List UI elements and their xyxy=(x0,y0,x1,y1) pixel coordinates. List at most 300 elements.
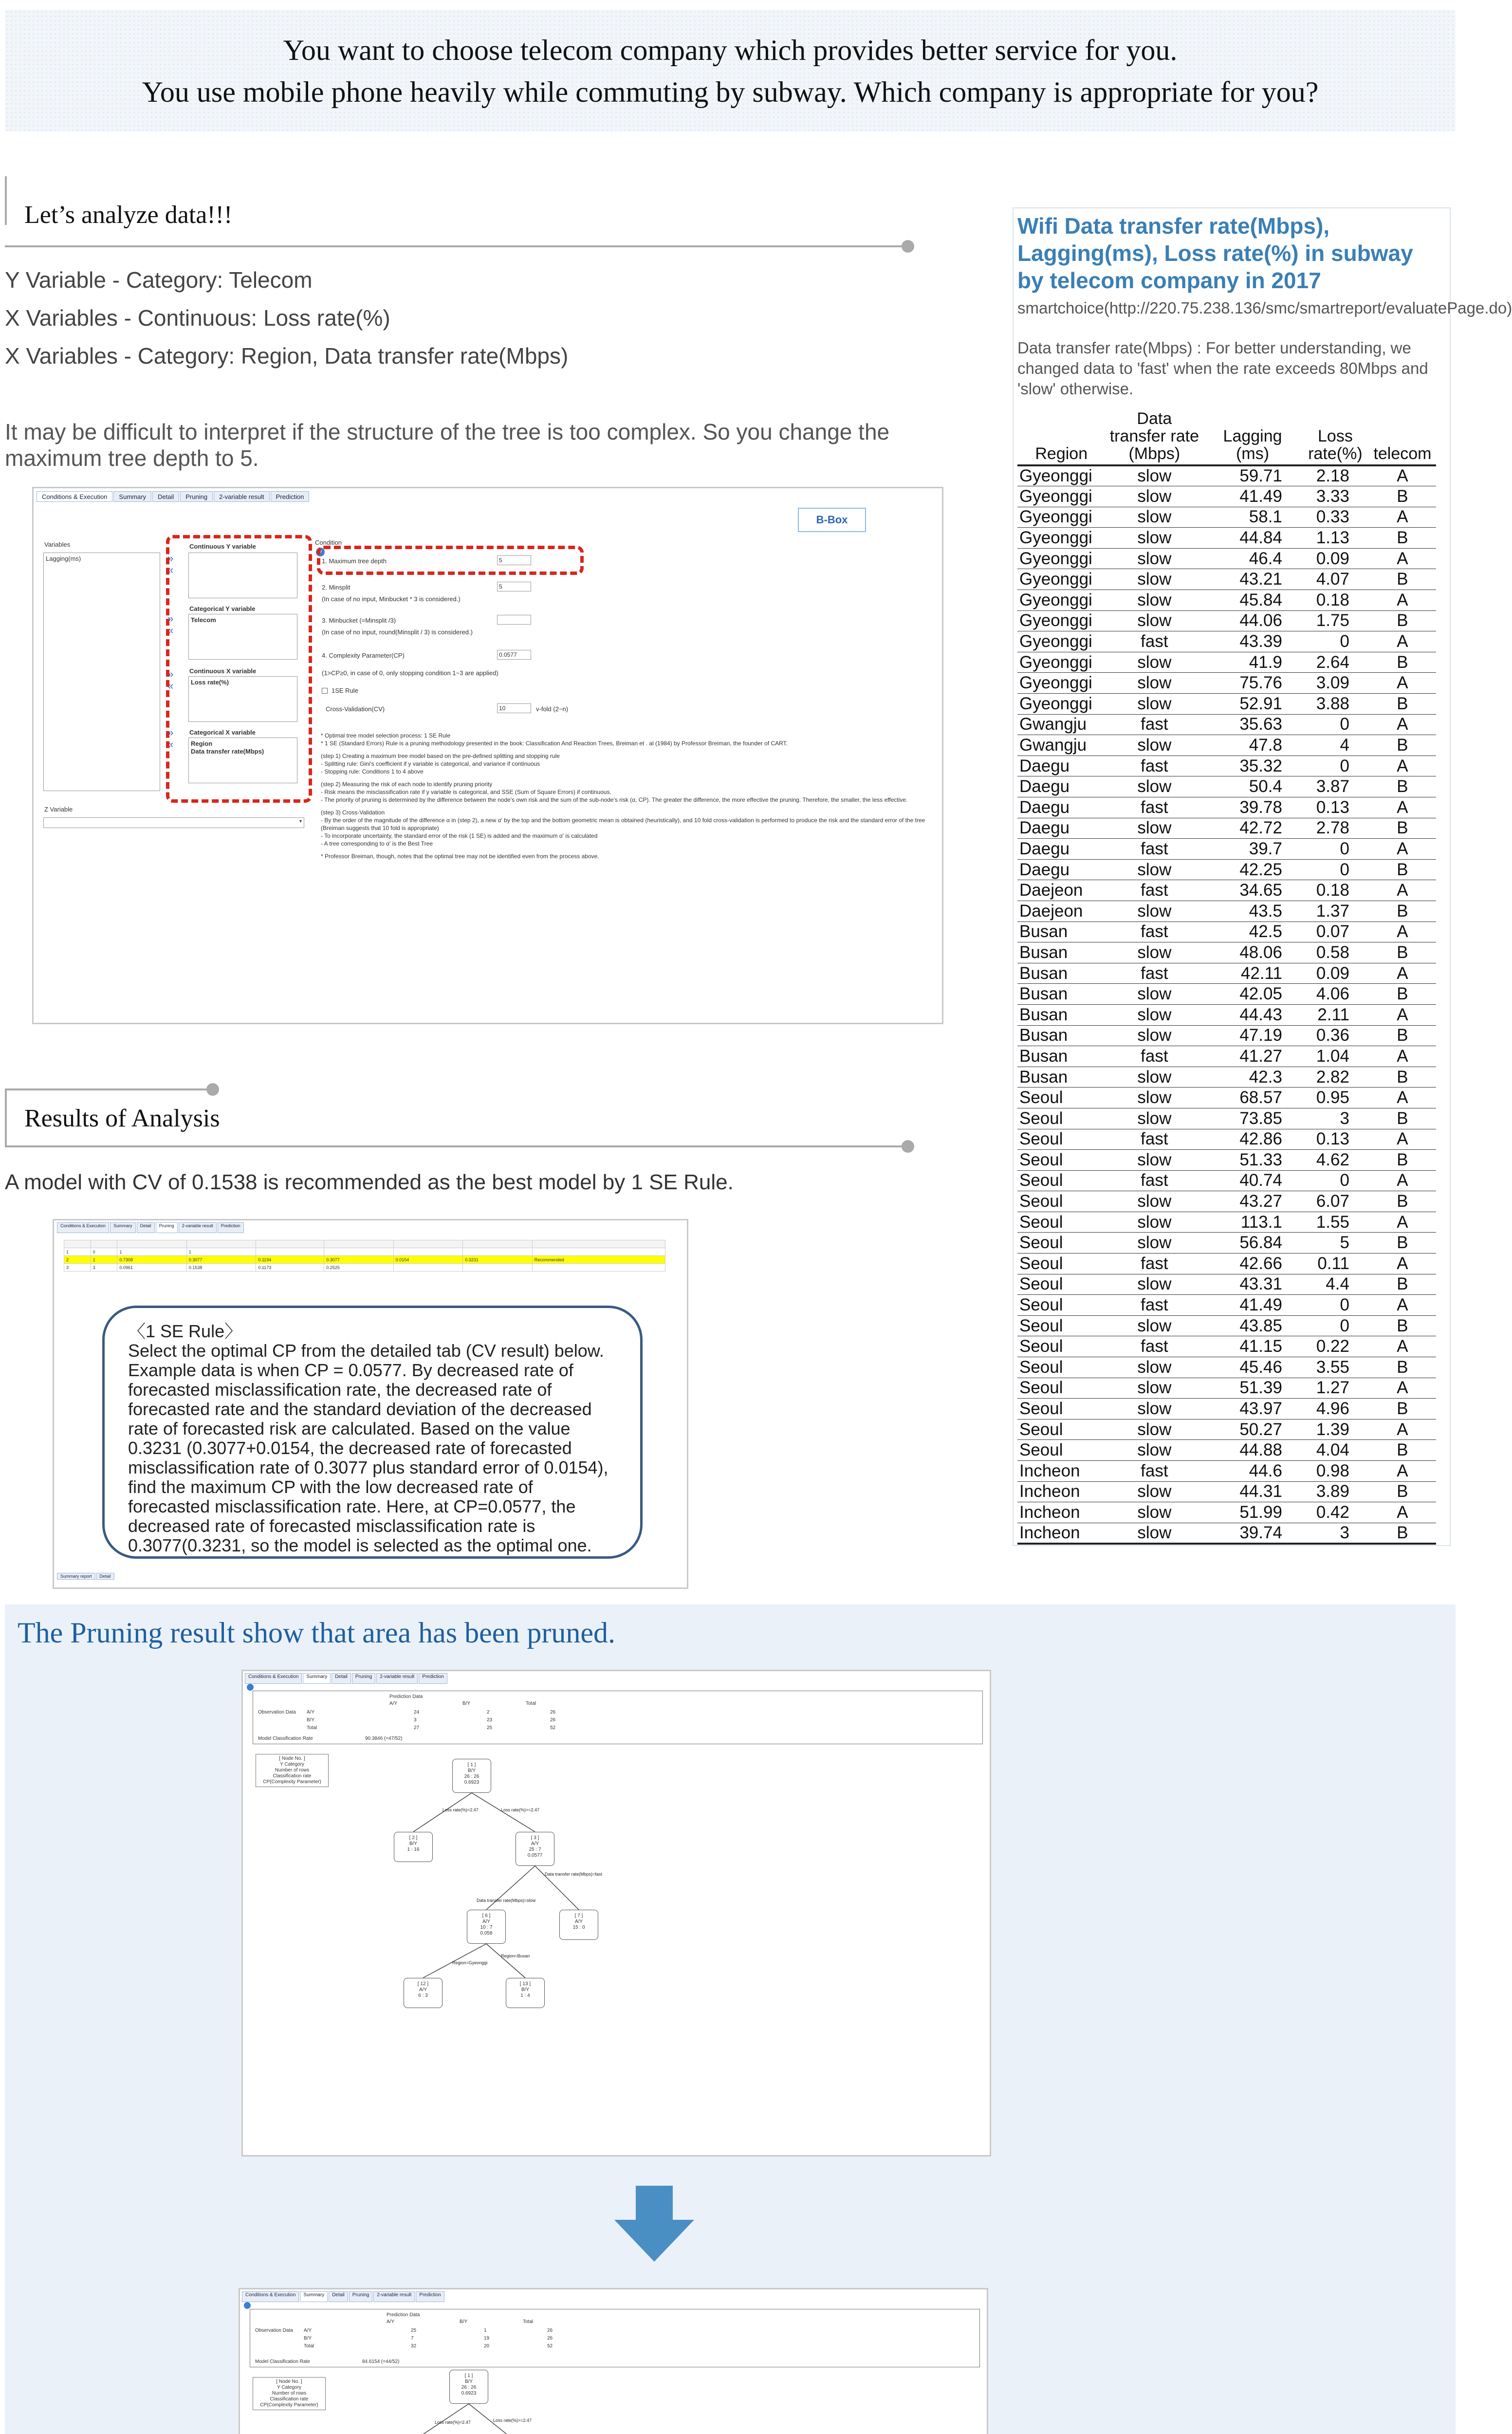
matrix-cell: 2 xyxy=(487,1710,490,1715)
data-cell: Gyeonggi xyxy=(1017,673,1105,694)
condition-label: Condition xyxy=(315,539,342,546)
data-cell: 51.39 xyxy=(1203,1378,1302,1399)
note-line: - To incorporate uncertainty, the standard error of the risk (1 SE) is added and the maximum α' is calculated xyxy=(321,832,598,839)
legend-line: CP(Complexity Parameter) xyxy=(263,1779,321,1785)
data-row xyxy=(1017,839,1436,860)
data-cell: 1.37 xyxy=(1302,901,1369,922)
data-cell: slow xyxy=(1105,1357,1203,1378)
node-line: 26 : 26 xyxy=(464,1774,479,1779)
minsplit-label: 2. Minsplit xyxy=(322,584,350,591)
analyze-paragraph: It may be difficult to interpret if the structure of the tree is too complex. So you change the maximum tree depth to 5. xyxy=(5,419,890,471)
data-cell: 34.65 xyxy=(1203,880,1302,901)
class-rate-label: Model Classification Rate xyxy=(258,1736,313,1741)
data-cell: 47.8 xyxy=(1203,735,1302,756)
data-cell: B xyxy=(1369,1315,1436,1336)
data-row xyxy=(1017,1440,1436,1461)
tree-tab[interactable]: Conditions & Execution xyxy=(245,1673,302,1684)
node-line: 0.6923 xyxy=(461,2391,477,2396)
move-arrows-icon[interactable]: » « xyxy=(167,668,174,692)
cat-x-value: Data transfer rate(Mbps) xyxy=(191,748,264,755)
data-cell: 39.78 xyxy=(1203,797,1302,818)
data-cell: 59.71 xyxy=(1203,465,1302,486)
data-cell: fast xyxy=(1105,631,1203,652)
data-cell: slow xyxy=(1105,1212,1203,1233)
data-cell: B xyxy=(1369,1108,1436,1129)
header-line-1: You want to choose telecom company which provides better service for you. xyxy=(283,34,1178,66)
col-transfer-rate: Data transfer rate (Mbps) xyxy=(1105,410,1203,465)
data-cell: Daegu xyxy=(1017,776,1105,797)
data-cell: slow xyxy=(1105,818,1203,839)
telecom-data-table xyxy=(1017,410,1436,1545)
tree-edge xyxy=(410,2404,469,2434)
data-cell: B xyxy=(1369,942,1436,963)
node-line: A/Y xyxy=(482,1919,491,1924)
cv-cell: 1 xyxy=(186,1248,256,1256)
cv-row[interactable] xyxy=(64,1264,665,1272)
data-cell: fast xyxy=(1105,1046,1203,1067)
data-row xyxy=(1017,1067,1436,1088)
data-cell: A xyxy=(1369,631,1436,652)
cv-cell: 0.1173 xyxy=(256,1264,324,1272)
data-cell: B xyxy=(1369,652,1436,673)
col-loss-rate: Loss rate(%) xyxy=(1302,410,1369,465)
data-cell: 50.27 xyxy=(1203,1419,1302,1440)
data-cell: Daegu xyxy=(1017,818,1105,839)
data-cell: 3 xyxy=(1302,1108,1369,1129)
data-cell: Seoul xyxy=(1017,1336,1105,1357)
tree-node[interactable] xyxy=(449,2370,488,2404)
data-cell: Gyeonggi xyxy=(1017,507,1105,528)
data-cell: 3.09 xyxy=(1302,673,1369,694)
node-line: [ 3 ] xyxy=(531,1835,539,1841)
tree-node[interactable] xyxy=(516,1832,554,1866)
data-cell: 48.06 xyxy=(1203,942,1302,963)
data-cell: Busan xyxy=(1017,1025,1105,1046)
data-cell: 58.1 xyxy=(1203,507,1302,528)
tab-2-variable[interactable]: 2-variable result xyxy=(179,1222,217,1233)
data-row xyxy=(1017,1523,1436,1544)
data-cell: B xyxy=(1369,610,1436,631)
tab-pruning[interactable]: Pruning xyxy=(156,1222,178,1233)
data-cell: B xyxy=(1369,1233,1436,1254)
bbox-logo: B-Box xyxy=(798,508,866,532)
bbox-window xyxy=(32,487,943,1024)
cv-header-cell xyxy=(117,1240,187,1248)
cv-cell: Recommended xyxy=(532,1256,665,1264)
data-cell: 4.62 xyxy=(1302,1150,1369,1171)
tree-tab[interactable]: 2-variable result xyxy=(373,2291,415,2302)
data-cell: 0 xyxy=(1302,1170,1369,1191)
data-cell: slow xyxy=(1105,859,1203,880)
tab-prediction[interactable]: Prediction xyxy=(218,1222,244,1233)
data-row xyxy=(1017,652,1436,673)
data-cell: Gyeonggi xyxy=(1017,569,1105,590)
move-arrows-icon[interactable]: » « xyxy=(167,552,174,576)
prediction-header: Prediction Data xyxy=(389,1694,423,1699)
matrix-cell: 25 xyxy=(487,1725,493,1731)
tree-node[interactable] xyxy=(404,1978,443,2008)
data-row xyxy=(1017,1378,1436,1399)
data-cell: 35.63 xyxy=(1203,714,1302,735)
tree-node[interactable] xyxy=(452,1759,491,1793)
matrix-cell: 3 xyxy=(414,1717,417,1723)
node-line: [ 1 ] xyxy=(467,1762,476,1768)
data-cell: 35.32 xyxy=(1203,756,1302,776)
data-cell: slow xyxy=(1105,486,1203,507)
data-cell: Seoul xyxy=(1017,1440,1105,1461)
data-cell: 4.06 xyxy=(1302,984,1369,1005)
node-line: 26 : 26 xyxy=(461,2385,477,2390)
matrix-col: B/Y xyxy=(462,1701,471,1706)
data-cell: 39.74 xyxy=(1203,1523,1302,1544)
tab-2-variable[interactable]: 2-variable result xyxy=(214,491,270,502)
max-depth-label: 1. Maximum tree depth xyxy=(322,557,387,565)
tree-tab[interactable]: Detail xyxy=(332,1673,351,1684)
data-cell: slow xyxy=(1105,1481,1203,1502)
data-cell: 0 xyxy=(1302,1295,1369,1316)
variables-label: Variables xyxy=(44,541,71,548)
cv-cell xyxy=(532,1264,665,1272)
data-cell: fast xyxy=(1105,1336,1203,1357)
data-cell: Incheon xyxy=(1017,1461,1105,1482)
data-cell: slow xyxy=(1105,507,1203,528)
edge-label: Loss rate(%)>=2.47 xyxy=(501,1807,540,1812)
cv-suffix: v-fold (2~n) xyxy=(536,705,569,713)
cv-row[interactable] xyxy=(64,1248,665,1256)
data-cell: A xyxy=(1369,465,1436,486)
data-cell: 0.13 xyxy=(1302,1129,1369,1150)
data-cell: Seoul xyxy=(1017,1254,1105,1274)
note-line xyxy=(321,747,934,752)
variable-highlight xyxy=(166,535,312,803)
data-row xyxy=(1017,1170,1436,1191)
data-cell: Gyeonggi xyxy=(1017,652,1105,673)
data-cell: 42.3 xyxy=(1203,1067,1302,1088)
move-arrows-icon[interactable]: » « xyxy=(167,726,174,750)
analyze-title: Let’s analyze data!!! xyxy=(24,201,233,229)
data-cell: 51.33 xyxy=(1203,1150,1302,1171)
tab-detail[interactable]: Detail xyxy=(152,491,179,502)
data-cell: 3.87 xyxy=(1302,776,1369,797)
tree-edges xyxy=(243,1671,993,2158)
cv-cell: 0.0154 xyxy=(393,1256,463,1264)
data-cell: Busan xyxy=(1017,1046,1105,1067)
data-row xyxy=(1017,1419,1436,1440)
data-cell: slow xyxy=(1105,548,1203,569)
tab-summary-report[interactable]: Summary report xyxy=(57,1573,95,1580)
move-arrows-icon[interactable]: » « xyxy=(167,612,174,636)
data-cell: 56.84 xyxy=(1203,1233,1302,1254)
cv-cell xyxy=(532,1248,665,1256)
data-cell: B xyxy=(1369,1025,1436,1046)
node-line: [ 12 ] xyxy=(417,1981,429,1987)
data-cell: 0.09 xyxy=(1302,548,1369,569)
data-row xyxy=(1017,1502,1436,1523)
tree-tab[interactable]: Pruning xyxy=(349,2291,372,2302)
tree-window-before xyxy=(241,1670,991,2157)
cv-input[interactable]: 10 xyxy=(497,703,531,713)
note-line xyxy=(321,848,934,852)
node-line: [ 1 ] xyxy=(464,2373,473,2379)
data-cell: Incheon xyxy=(1017,1523,1105,1544)
cv-cell xyxy=(393,1264,463,1272)
data-row xyxy=(1017,1315,1436,1336)
data-cell: 42.86 xyxy=(1203,1129,1302,1150)
minsplit-note: (In case of no input, Minbucket * 3 is considered.) xyxy=(322,595,461,603)
tab-conditions[interactable]: Conditions & Execution xyxy=(37,491,112,502)
data-row xyxy=(1017,859,1436,880)
data-cell: 75.76 xyxy=(1203,673,1302,694)
matrix-cell: 52 xyxy=(550,1725,556,1731)
matrix-cell: 32 xyxy=(411,2343,417,2349)
data-cell: slow xyxy=(1105,1233,1203,1254)
tree-tab[interactable]: Conditions & Execution xyxy=(242,2291,299,2302)
variable-item[interactable]: Lagging(ms) xyxy=(46,555,81,562)
tree-tab[interactable]: Summary xyxy=(303,1673,331,1684)
cv-cell xyxy=(463,1264,533,1272)
tree-tab[interactable]: Summary xyxy=(300,2291,328,2302)
matrix-cell: 26 xyxy=(550,1717,556,1723)
matrix-col: Total xyxy=(526,1701,536,1706)
data-cell: 3.55 xyxy=(1302,1357,1369,1378)
matrix-cell: B/Y xyxy=(307,1717,315,1723)
data-row xyxy=(1017,631,1436,652)
tab-conditions[interactable]: Conditions & Execution xyxy=(57,1222,109,1233)
tree-tab[interactable]: Detail xyxy=(329,2291,348,2302)
class-rate-label: Model Classification Rate xyxy=(255,2359,310,2364)
data-cell: 4.04 xyxy=(1302,1440,1369,1461)
data-row xyxy=(1017,465,1436,486)
data-row xyxy=(1017,507,1436,528)
col-telecom: telecom xyxy=(1369,410,1436,465)
result-tab-bar xyxy=(57,1222,245,1233)
data-cell: slow xyxy=(1105,590,1203,611)
data-cell: 0.09 xyxy=(1302,963,1369,984)
tree-window-after xyxy=(239,2288,988,2434)
data-cell: B xyxy=(1369,1357,1436,1378)
data-cell: Busan xyxy=(1017,1004,1105,1025)
data-cell: 43.31 xyxy=(1203,1274,1302,1295)
tree-edge xyxy=(486,1866,535,1910)
data-cell: A xyxy=(1369,673,1436,694)
data-cell: slow xyxy=(1105,528,1203,549)
node-line: 0.058 xyxy=(480,1931,493,1936)
section-bar xyxy=(5,245,910,247)
data-cell: 0.07 xyxy=(1302,922,1369,942)
data-cell: Daegu xyxy=(1017,756,1105,776)
help-icon[interactable]: ? xyxy=(316,548,325,556)
data-cell: Seoul xyxy=(1017,1150,1105,1171)
data-cell: Busan xyxy=(1017,922,1105,942)
edge-label: Data transfer rate(Mbps)=slow xyxy=(477,1898,536,1903)
edge-label: Region=Gyeonggi xyxy=(452,1960,488,1965)
tab-summary[interactable]: Summary xyxy=(113,491,151,502)
data-cell: A xyxy=(1369,1295,1436,1316)
data-row xyxy=(1017,548,1436,569)
matrix-cell: 20 xyxy=(484,2343,490,2349)
minbucket-input[interactable] xyxy=(497,615,531,625)
data-cell: Seoul xyxy=(1017,1419,1105,1440)
legend-line: Y Category xyxy=(280,1762,304,1767)
data-cell: 1.75 xyxy=(1302,610,1369,631)
edge-label: Loss rate(%)<2.47 xyxy=(443,1807,479,1812)
matrix-cell: 7 xyxy=(411,2336,414,2341)
data-cell: B xyxy=(1369,1440,1436,1461)
data-cell: Busan xyxy=(1017,963,1105,984)
data-cell: B xyxy=(1369,1191,1436,1212)
data-cell: 0 xyxy=(1302,1315,1369,1336)
data-cell: Seoul xyxy=(1017,1129,1105,1150)
data-cell: 41.27 xyxy=(1203,1046,1302,1067)
1se-rule-callout xyxy=(102,1306,643,1559)
tab-detail[interactable]: Detail xyxy=(137,1222,155,1233)
results-title: Results of Analysis xyxy=(24,1105,220,1132)
data-cell: 41.15 xyxy=(1203,1336,1302,1357)
data-cell: fast xyxy=(1105,1170,1203,1191)
data-row xyxy=(1017,735,1436,756)
cv-cell: 1 xyxy=(64,1248,91,1256)
1se-checkbox[interactable] xyxy=(322,688,328,694)
data-cell: 3 xyxy=(1302,1523,1369,1544)
legend-line: CP(Complexity Parameter) xyxy=(260,2402,318,2408)
node-line: A/Y xyxy=(419,1987,427,1992)
data-cell: fast xyxy=(1105,963,1203,984)
data-row xyxy=(1017,1025,1436,1046)
section-dot xyxy=(902,240,914,253)
cv-cell: 0.1194 xyxy=(256,1256,324,1264)
cat-y-value: Telecom xyxy=(191,616,216,624)
data-cell: Seoul xyxy=(1017,1378,1105,1399)
data-cell: B xyxy=(1369,776,1436,797)
node-line: [ 13 ] xyxy=(519,1981,531,1987)
tree-node[interactable] xyxy=(506,1978,545,2008)
recommendation-text: A model with CV of 0.1538 is recommended as the best model by 1 SE Rule. xyxy=(5,1170,734,1194)
data-cell: 73.85 xyxy=(1203,1108,1302,1129)
data-cell: Gyeonggi xyxy=(1017,465,1105,486)
cv-row[interactable] xyxy=(64,1256,665,1264)
tree-node[interactable] xyxy=(394,1832,433,1862)
data-row xyxy=(1017,486,1436,507)
data-cell: 3.89 xyxy=(1302,1481,1369,1502)
cv-cell: 1 xyxy=(117,1248,187,1256)
data-row xyxy=(1017,901,1436,922)
data-cell: slow xyxy=(1105,673,1203,694)
note-line: (step 2) Measuring the risk of each node to identify pruning priority xyxy=(321,781,493,788)
data-cell: A xyxy=(1369,797,1436,818)
data-cell: slow xyxy=(1105,1150,1203,1171)
data-row xyxy=(1017,1481,1436,1502)
data-cell: 44.84 xyxy=(1203,528,1302,549)
data-cell: slow xyxy=(1105,652,1203,673)
cv-cell: 2 xyxy=(64,1256,91,1264)
data-row xyxy=(1017,1150,1436,1171)
note-line: - Stopping rule: Conditions 1 to 4 above xyxy=(321,768,424,775)
data-cell: slow xyxy=(1105,569,1203,590)
data-cell: B xyxy=(1369,859,1436,880)
tab-pruning[interactable]: Pruning xyxy=(180,491,213,502)
max-depth-input[interactable]: 5 xyxy=(497,555,531,565)
tree-node[interactable] xyxy=(467,1910,506,1944)
matrix-cell: 1 xyxy=(484,2328,487,2333)
tree-tab[interactable]: Pruning xyxy=(352,1673,375,1684)
data-cell: 0.18 xyxy=(1302,880,1369,901)
data-cell: slow xyxy=(1105,1025,1203,1046)
data-cell: 41.49 xyxy=(1203,486,1302,507)
matrix-cell: 25 xyxy=(411,2328,417,2333)
cp-input[interactable]: 0.0577 xyxy=(497,650,531,660)
data-cell: Gyeonggi xyxy=(1017,548,1105,569)
node-line: 6 : 3 xyxy=(418,1993,428,1998)
data-cell: A xyxy=(1369,1378,1436,1399)
data-cell: Seoul xyxy=(1017,1233,1105,1254)
node-line: 1 : 16 xyxy=(407,1847,420,1852)
minbucket-label: 3. Minbucket (=Minsplit /3) xyxy=(322,617,396,624)
callout-body: Select the optimal CP from the detailed tab (CV result) below. Example data is when CP = 0.0577. By decreased rate of forecasted misclassification rate, the decreased rate of forecasted rate and the standard deviation of the decreased rate of forecasted risk are calculated. Based on the value 0.3231 (0.3077+0.0154, the decreased rate of forecasted misclassification rate of 0.3077 plus standard error of 0.0154), find the maximum CP with the low decreased rate of forecasted misclassification rate. Here, at CP=0.0577, the decreased rate of forecasted misclassification rate is 0.3077(0.3231, so the model is selected as the optimal one. xyxy=(128,1341,608,1555)
data-cell: 4 xyxy=(1302,735,1369,756)
edge-label: Region=Busan xyxy=(501,1954,530,1958)
node-line: [ 6 ] xyxy=(482,1913,491,1918)
x-variable-text-1: X Variables - Continuous: Loss rate(%) xyxy=(5,305,390,331)
node-line: 25 : 7 xyxy=(529,1847,541,1852)
tab-detail-bottom[interactable]: Detail xyxy=(96,1573,114,1580)
bottom-tab-bar xyxy=(57,1573,115,1580)
data-cell: slow xyxy=(1105,1502,1203,1523)
tree-tab[interactable]: Prediction xyxy=(419,1673,447,1684)
cv-cell xyxy=(463,1248,533,1256)
data-cell: A xyxy=(1369,507,1436,528)
minsplit-input[interactable]: 5 xyxy=(497,582,531,591)
tab-prediction[interactable]: Prediction xyxy=(271,491,310,502)
tree-tab[interactable]: 2-variable result xyxy=(376,1673,418,1684)
data-cell: fast xyxy=(1105,922,1203,942)
data-row xyxy=(1017,1461,1436,1482)
tree-node[interactable] xyxy=(559,1910,598,1940)
variables-list[interactable] xyxy=(43,553,160,791)
data-cell: slow xyxy=(1105,1399,1203,1420)
cv-cell: 3 xyxy=(91,1264,117,1272)
node-line: B/Y xyxy=(409,1841,418,1846)
section-dot xyxy=(206,1083,219,1096)
tree-tab[interactable]: Prediction xyxy=(416,2291,444,2302)
data-cell: Seoul xyxy=(1017,1212,1105,1233)
data-cell: 43.39 xyxy=(1203,631,1302,652)
data-cell: 2.11 xyxy=(1302,1004,1369,1025)
data-cell: A xyxy=(1369,1129,1436,1150)
data-cell: 0 xyxy=(1302,631,1369,652)
matrix-cell: 26 xyxy=(547,2328,553,2333)
data-cell: Seoul xyxy=(1017,1399,1105,1420)
data-cell: B xyxy=(1369,1150,1436,1171)
data-cell: fast xyxy=(1105,756,1203,776)
cat-x-label: Categorical X variable xyxy=(189,729,256,736)
data-cell: Seoul xyxy=(1017,1357,1105,1378)
data-cell: Gwangju xyxy=(1017,714,1105,735)
data-cell: B xyxy=(1369,735,1436,756)
data-cell: 42.5 xyxy=(1203,922,1302,942)
data-cell: B xyxy=(1369,528,1436,549)
section-dot xyxy=(902,1140,914,1153)
cv-label: Cross-Validation(CV) xyxy=(326,705,385,713)
note-line: * Professor Breiman, though, notes that the optimal tree may not be identified even from the process above. xyxy=(321,853,599,860)
data-row xyxy=(1017,922,1436,942)
z-variable-select[interactable] xyxy=(43,817,304,828)
data-row xyxy=(1017,1212,1436,1233)
matrix-cell: 52 xyxy=(547,2343,553,2349)
data-cell: 0.98 xyxy=(1302,1461,1369,1482)
tab-summary[interactable]: Summary xyxy=(110,1222,136,1233)
node-line: [ 2 ] xyxy=(409,1835,418,1841)
data-cell: 1.55 xyxy=(1302,1212,1369,1233)
